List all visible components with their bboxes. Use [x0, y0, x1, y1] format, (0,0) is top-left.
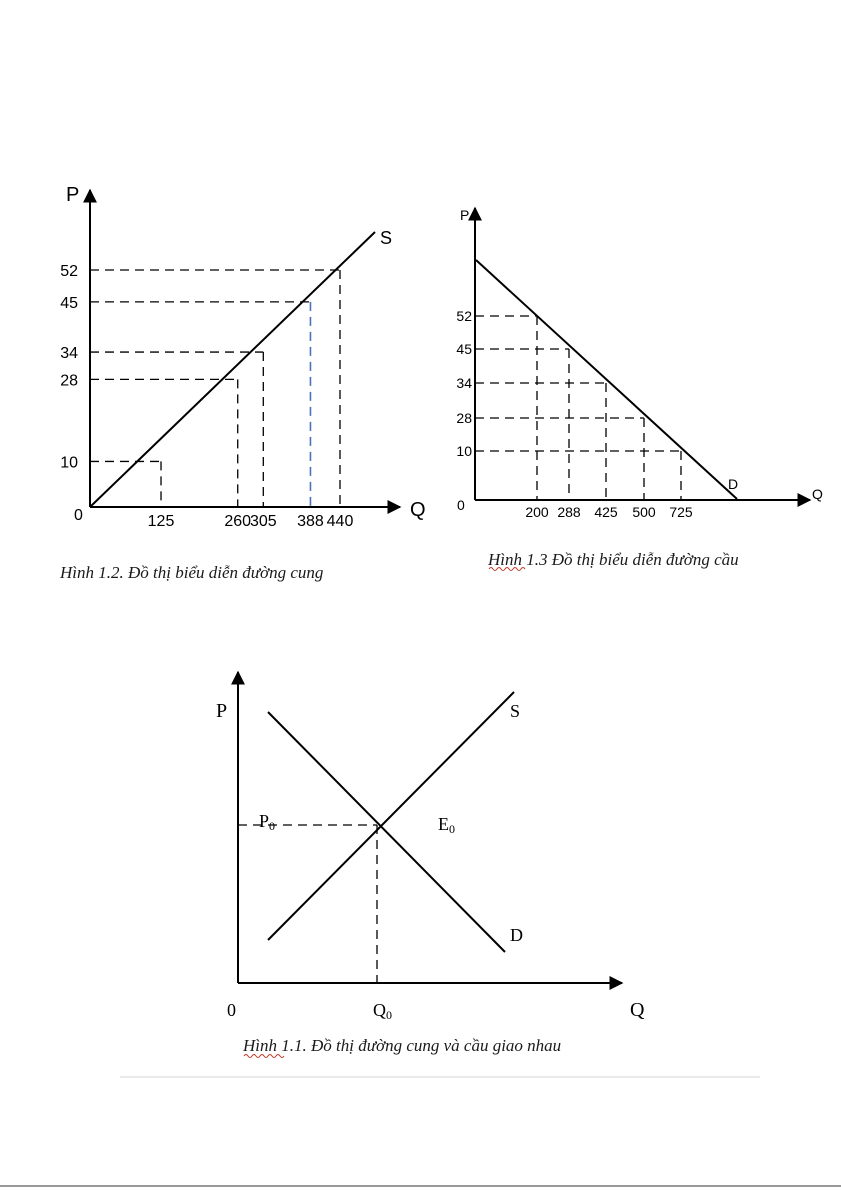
demand-caption: Hình 1.3 Đồ thị biểu diễn đường cầu: [488, 550, 739, 569]
demand-y-ticks: [456, 308, 472, 459]
equilibrium-y-label: P: [216, 700, 228, 722]
equilibrium-subscript: 0: [449, 822, 455, 836]
demand-y-tick: 10: [456, 443, 472, 459]
price-subscript: 0: [269, 819, 276, 833]
demand-x-tick: 725: [669, 504, 693, 520]
supply-x-tick: 260: [224, 513, 252, 530]
supply-x-tick: 125: [147, 513, 175, 530]
equilibrium-supply-curve: [268, 692, 514, 940]
demand-series-label: D: [728, 476, 739, 492]
supply-y-ticks: [60, 263, 78, 471]
demand-x-tick: 500: [632, 504, 656, 520]
supply-x-tick: 305: [249, 513, 277, 530]
demand-y-tick: 28: [456, 410, 472, 426]
equilibrium-supply-label: S: [510, 701, 521, 721]
supply-series-label: S: [380, 228, 393, 248]
demand-guides: [475, 316, 681, 500]
equilibrium-point-label: [438, 814, 455, 836]
price-main: P: [259, 811, 270, 831]
supply-y-label: P: [66, 184, 80, 206]
quantity-main: Q: [373, 1000, 386, 1020]
supply-y-tick: 34: [60, 345, 78, 363]
supply-x-tick: 440: [326, 513, 354, 530]
demand-x-label: Q: [812, 486, 823, 502]
demand-x-ticks: [525, 504, 693, 520]
equilibrium-x-label: Q: [630, 999, 645, 1021]
supply-y-tick: 45: [60, 294, 78, 312]
equilibrium-main: E: [438, 814, 449, 834]
demand-origin-label: 0: [457, 497, 465, 513]
supply-curve: [90, 232, 375, 507]
equilibrium-demand-curve: [268, 712, 505, 952]
equilibrium-caption: Hình 1.1. Đồ thị đường cung và cầu giao nhau: [243, 1036, 562, 1055]
demand-y-tick: 52: [456, 308, 472, 324]
quantity-subscript: 0: [386, 1008, 392, 1022]
supply-x-label: Q: [410, 499, 426, 521]
equilibrium-chart: [216, 672, 645, 1058]
demand-x-tick: 200: [525, 504, 549, 520]
supply-x-tick: 388: [297, 513, 324, 530]
equilibrium-demand-label: D: [510, 925, 523, 945]
equilibrium-quantity-label: [373, 1000, 392, 1022]
equilibrium-origin-label: 0: [227, 1000, 236, 1020]
demand-x-tick: 288: [557, 504, 581, 520]
supply-chart: [59, 184, 426, 582]
demand-y-tick: 45: [456, 341, 472, 357]
demand-y-label: P: [460, 207, 470, 223]
supply-caption: Hình 1.2. Đồ thị biểu diễn đường cung: [60, 563, 324, 582]
demand-x-tick: 425: [594, 504, 618, 520]
supply-y-tick: 52: [60, 263, 78, 280]
supply-y-tick: 28: [60, 372, 78, 390]
demand-y-tick: 34: [456, 375, 472, 391]
supply-x-ticks: [148, 513, 354, 530]
demand-chart: [456, 207, 823, 571]
supply-origin-label: 0: [74, 507, 83, 524]
supply-y-tick: 10: [60, 454, 78, 472]
equilibrium-price-label: [259, 811, 275, 833]
